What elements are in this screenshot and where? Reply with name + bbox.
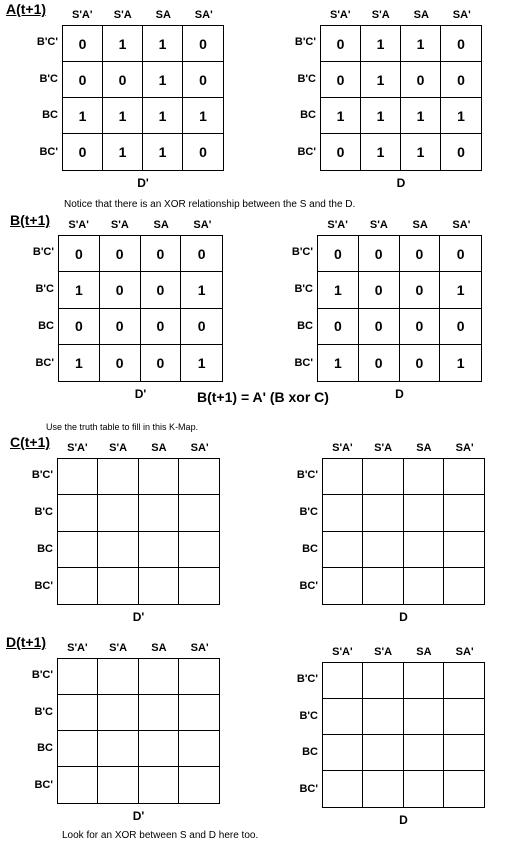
- col-header: S'A': [67, 442, 88, 454]
- col-header: S'A': [332, 646, 353, 658]
- kmap-cell: 0: [100, 236, 141, 272]
- kmap-cell: 0: [441, 62, 481, 98]
- col-header: SA': [455, 646, 474, 658]
- kmap-cell: [363, 663, 403, 699]
- d-label: D': [137, 176, 149, 190]
- row-header: B'C': [294, 36, 316, 49]
- kmap-cell: [444, 735, 484, 771]
- kmap-cell: [323, 495, 363, 531]
- kmap-cell: 1: [401, 26, 441, 62]
- kmap-cell: [444, 699, 484, 735]
- kmap-title-b: B(t+1): [10, 212, 51, 228]
- kmap-cell: [139, 731, 179, 767]
- row-header: BC': [34, 778, 53, 791]
- kmap-cell: [98, 695, 138, 731]
- row-header: BC': [39, 145, 58, 158]
- col-header: SA: [155, 9, 171, 21]
- kmap-cell: [58, 659, 98, 695]
- kmap-cell: [98, 495, 138, 531]
- kmap-title-a: A(t+1): [6, 1, 47, 17]
- kmap-grid-c-d-prime: [57, 458, 220, 605]
- d-label: D: [396, 176, 406, 190]
- kmap-cell: [323, 699, 363, 735]
- kmap-cell: 0: [183, 62, 223, 98]
- truth-table-note: Use the truth table to fill in this K-Map.: [46, 422, 199, 432]
- row-header: BC: [37, 742, 53, 755]
- row-header: B'C: [294, 283, 313, 296]
- row-header: BC: [37, 542, 53, 555]
- kmap-cell: [363, 735, 403, 771]
- kmap-cell: [363, 771, 403, 807]
- bottom-note: Look for an XOR between S and D here too.: [62, 830, 259, 841]
- kmap-cell: [58, 532, 98, 568]
- kmap-cell: [404, 568, 444, 604]
- kmap-cell: [444, 568, 484, 604]
- row-header: B'C: [35, 283, 54, 296]
- row-header: B'C': [36, 36, 58, 49]
- kmap-cell: [404, 495, 444, 531]
- kmap-title-d: D(t+1): [6, 634, 47, 650]
- kmap-cell: [98, 767, 138, 803]
- kmap-cell: 0: [100, 309, 141, 345]
- row-header: BC: [300, 109, 316, 122]
- d-label: D: [395, 387, 404, 401]
- kmap-cell: 0: [401, 62, 441, 98]
- kmap-cell: [58, 568, 98, 604]
- kmap-cell: 0: [141, 345, 182, 381]
- col-header: SA': [455, 442, 474, 454]
- kmap-cell: [444, 495, 484, 531]
- kmap-cell: 0: [400, 272, 441, 308]
- kmap-cell: [404, 532, 444, 568]
- kmap-cell: 0: [440, 309, 481, 345]
- kmap-cell: 0: [359, 272, 400, 308]
- col-header: SA': [452, 9, 471, 21]
- kmap-cell: 0: [59, 236, 100, 272]
- col-header: S'A': [327, 219, 348, 231]
- row-header: BC: [38, 319, 54, 332]
- row-header: BC': [299, 782, 318, 795]
- kmap-cell: [363, 495, 403, 531]
- kmap-grid-a-d-prime: [62, 25, 224, 171]
- kmap-cell: [363, 568, 403, 604]
- col-header: SA': [194, 9, 213, 21]
- kmap-cell: 1: [401, 134, 441, 170]
- kmap-cell: [58, 731, 98, 767]
- row-header: B'C': [31, 469, 53, 482]
- kmap-title-c: C(t+1): [10, 434, 51, 450]
- kmap-cell: [323, 735, 363, 771]
- kmap-cell: 1: [321, 98, 361, 134]
- kmap-cell: 0: [400, 345, 441, 381]
- kmap-cell: [98, 659, 138, 695]
- kmap-cell: 1: [440, 272, 481, 308]
- col-header: SA: [412, 219, 428, 231]
- kmap-cell: 1: [318, 345, 359, 381]
- kmap-cell: [404, 663, 444, 699]
- kmap-cell: 1: [103, 98, 143, 134]
- col-header: S'A: [109, 442, 128, 454]
- row-header: B'C': [32, 246, 54, 259]
- kmap-cell: [323, 771, 363, 807]
- d-label: D': [132, 809, 145, 823]
- col-header: S'A': [329, 9, 351, 21]
- kmap-cell: 0: [141, 309, 182, 345]
- col-header: SA: [416, 646, 432, 658]
- kmap-cell: [363, 532, 403, 568]
- kmap-cell: [323, 663, 363, 699]
- kmap-cell: 1: [103, 134, 143, 170]
- kmap-cell: 1: [361, 98, 401, 134]
- kmap-cell: [404, 699, 444, 735]
- col-header: SA: [151, 442, 167, 454]
- kmap-cell: 0: [318, 309, 359, 345]
- kmap-cell: [323, 532, 363, 568]
- kmap-cell: [179, 459, 219, 495]
- row-header: B'C: [34, 506, 53, 519]
- kmap-cell: 0: [63, 26, 103, 62]
- col-header: SA': [190, 442, 209, 454]
- kmap-cell: [98, 731, 138, 767]
- kmap-cell: [58, 695, 98, 731]
- kmap-cell: 1: [143, 134, 183, 170]
- kmap-cell: [139, 459, 179, 495]
- col-header: S'A': [68, 219, 89, 231]
- kmap-cell: [323, 459, 363, 495]
- kmap-cell: 0: [181, 309, 222, 345]
- kmap-cell: 0: [441, 26, 481, 62]
- kmap-cell: 0: [359, 345, 400, 381]
- row-header: BC': [299, 579, 318, 592]
- d-label: D': [132, 610, 145, 624]
- kmap-cell: 1: [183, 98, 223, 134]
- kmap-cell: [98, 532, 138, 568]
- kmap-grid-b-d-prime: [58, 235, 223, 382]
- kmap-cell: [58, 459, 98, 495]
- kmap-cell: [444, 532, 484, 568]
- kmap-cell: 1: [456, 354, 465, 371]
- row-header: B'C: [299, 709, 318, 722]
- kmap-cell: [98, 459, 138, 495]
- kmap-cell: 0: [199, 144, 207, 160]
- col-header: S'A: [110, 219, 129, 231]
- kmap-cell: 1: [143, 62, 183, 98]
- col-header: SA: [151, 642, 167, 654]
- col-header: S'A: [113, 9, 132, 21]
- col-header: SA: [416, 442, 432, 454]
- row-header: B'C': [31, 669, 53, 682]
- kmap-cell: [444, 771, 484, 807]
- row-header: B'C: [34, 705, 53, 718]
- d-label: D': [134, 387, 147, 401]
- kmap-cell: [179, 695, 219, 731]
- kmap-cell: 0: [183, 26, 223, 62]
- kmap-cell: 1: [63, 98, 103, 134]
- kmap-grid-c-d: [322, 458, 485, 605]
- kmap-cell: [404, 459, 444, 495]
- kmap-cell: 0: [100, 272, 141, 308]
- row-header: BC': [297, 145, 316, 158]
- kmap-cell: [444, 663, 484, 699]
- col-header: S'A: [374, 442, 393, 454]
- kmap-cell: 0: [457, 144, 465, 160]
- kmap-cell: [139, 659, 179, 695]
- kmap-cell: [139, 495, 179, 531]
- kmap-grid-d-d: [322, 662, 485, 808]
- kmap-cell: 1: [441, 98, 481, 134]
- kmap-cell: 0: [321, 26, 361, 62]
- kmap-cell: 1: [197, 354, 206, 371]
- kmap-cell: 0: [181, 236, 222, 272]
- col-header: S'A': [71, 9, 93, 21]
- kmap-cell: 0: [103, 62, 143, 98]
- kmap-cell: [444, 459, 484, 495]
- kmap-grid-b-d: [317, 235, 482, 382]
- kmap-cell: [363, 459, 403, 495]
- kmap-cell: 1: [59, 345, 100, 381]
- row-header: B'C: [39, 72, 58, 85]
- kmap-cell: [323, 568, 363, 604]
- kmap-cell: 0: [400, 309, 441, 345]
- kmap-cell: 0: [400, 236, 441, 272]
- row-header: B'C: [297, 72, 316, 85]
- kmap-cell: 0: [141, 236, 182, 272]
- kmap-cell: 1: [143, 26, 183, 62]
- col-header: S'A': [332, 442, 353, 454]
- kmap-cell: 0: [440, 236, 481, 272]
- col-header: S'A: [371, 9, 390, 21]
- kmap-cell: [179, 532, 219, 568]
- row-header: BC: [302, 746, 318, 759]
- kmap-cell: 0: [359, 236, 400, 272]
- xor-note: Notice that there is an XOR relationship between the S and the D.: [64, 199, 356, 210]
- kmap-cell: 0: [59, 309, 100, 345]
- kmap-cell: [58, 495, 98, 531]
- row-header: B'C': [296, 673, 318, 686]
- kmap-cell: [98, 568, 138, 604]
- kmap-cell: [363, 699, 403, 735]
- col-header: S'A: [109, 642, 128, 654]
- kmap-cell: 0: [63, 134, 103, 170]
- col-header: SA: [153, 219, 169, 231]
- kmap-cell: 0: [359, 309, 400, 345]
- row-header: BC': [34, 579, 53, 592]
- col-header: SA': [193, 219, 212, 231]
- row-header: BC: [302, 542, 318, 555]
- kmap-cell: [139, 767, 179, 803]
- kmap-grid-a-d: [320, 25, 482, 171]
- kmap-cell: [179, 731, 219, 767]
- row-header: BC': [35, 356, 54, 369]
- kmap-cell: [179, 568, 219, 604]
- col-header: S'A: [369, 219, 388, 231]
- row-header: B'C: [299, 506, 318, 519]
- kmap-cell: 0: [63, 62, 103, 98]
- row-header: B'C': [291, 246, 313, 259]
- row-header: B'C': [296, 469, 318, 482]
- kmap-cell: [139, 695, 179, 731]
- d-label: D: [399, 610, 408, 624]
- kmap-cell: 0: [321, 134, 361, 170]
- row-header: BC': [294, 356, 313, 369]
- col-header: SA': [452, 219, 471, 231]
- row-header: BC: [297, 319, 313, 332]
- kmap-cell: 1: [181, 272, 222, 308]
- kmap-cell: 1: [143, 98, 183, 134]
- kmap-cell: 0: [141, 272, 182, 308]
- kmap-cell: 1: [361, 26, 401, 62]
- kmap-cell: [139, 532, 179, 568]
- kmap-cell: 0: [100, 345, 141, 381]
- kmap-cell: 1: [103, 26, 143, 62]
- kmap-cell: [404, 771, 444, 807]
- kmap-cell: 0: [318, 236, 359, 272]
- kmap-cell: [58, 767, 98, 803]
- col-header: SA': [190, 642, 209, 654]
- kmap-cell: 1: [361, 62, 401, 98]
- col-header: SA: [413, 9, 429, 21]
- col-header: S'A': [67, 642, 88, 654]
- kmap-cell: 0: [321, 62, 361, 98]
- kmap-cell: 1: [318, 272, 359, 308]
- col-header: S'A: [374, 646, 393, 658]
- row-header: BC: [42, 109, 58, 122]
- kmap-cell: [404, 735, 444, 771]
- kmap-cell: 1: [59, 272, 100, 308]
- kmap-cell: [139, 568, 179, 604]
- kmap-cell: [179, 767, 219, 803]
- kmap-cell: [179, 659, 219, 695]
- kmap-grid-d-d-prime: [57, 658, 220, 804]
- kmap-cell: 1: [361, 134, 401, 170]
- b-formula: B(t+1) = A' (B xor C): [197, 389, 329, 405]
- d-label: D: [399, 813, 408, 827]
- kmap-cell: [179, 495, 219, 531]
- kmap-cell: 1: [401, 98, 441, 134]
